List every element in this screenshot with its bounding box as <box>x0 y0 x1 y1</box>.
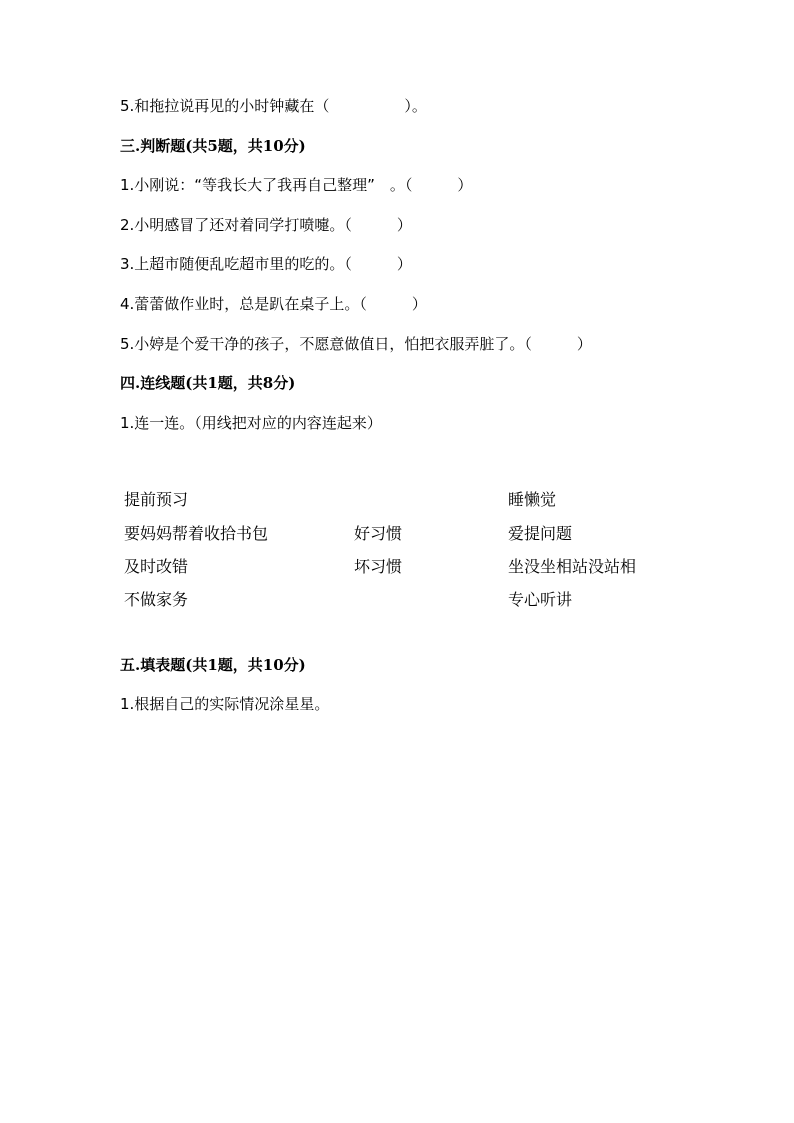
question-3-3: 3.上超市随便乱吃超市里的吃的。（ ） <box>120 255 412 273</box>
question-5-1: 1.根据自己的实际情况涂星星。 <box>120 695 330 713</box>
section-4-heading: 四.连线题(共1题，共8分) <box>120 374 296 392</box>
matching-left-item-2: 要妈妈帮着收拾书包 <box>124 524 269 543</box>
question-3-5: 5.小婷是个爱干净的孩子，不愿意做值日，怕把衣服弄脏了。（ ） <box>120 335 592 353</box>
question-3-4: 4.蕾蕾做作业时，总是趴在桌子上。（ ） <box>120 295 427 313</box>
matching-middle-item-2: 坏习惯 <box>354 557 403 576</box>
matching-middle-item-1: 好习惯 <box>354 524 403 543</box>
matching-left-item-4: 不做家务 <box>124 590 189 609</box>
question-3-1: 1.小刚说：“等我长大了我再自己整理” 。（ ） <box>120 176 473 194</box>
matching-right-item-4: 专心听讲 <box>508 590 573 609</box>
section-3-heading: 三.判断题(共5题，共10分) <box>120 137 306 155</box>
matching-left-item-3: 及时改错 <box>124 557 189 576</box>
question-4-1: 1.连一连。（用线把对应的内容连起来） <box>120 414 382 432</box>
matching-left-item-1: 提前预习 <box>124 490 189 509</box>
question-2-5: 5.和拖拉说再见的小时钟藏在（ ）。 <box>120 97 427 115</box>
section-5-heading: 五.填表题(共1题，共10分) <box>120 656 306 674</box>
matching-right-item-1: 睡懒觉 <box>508 490 557 509</box>
matching-right-item-3: 坐没坐相站没站相 <box>508 557 637 576</box>
matching-right-item-2: 爱提问题 <box>508 524 573 543</box>
question-3-2: 2.小明感冒了还对着同学打喷嚏。（ ） <box>120 216 412 234</box>
